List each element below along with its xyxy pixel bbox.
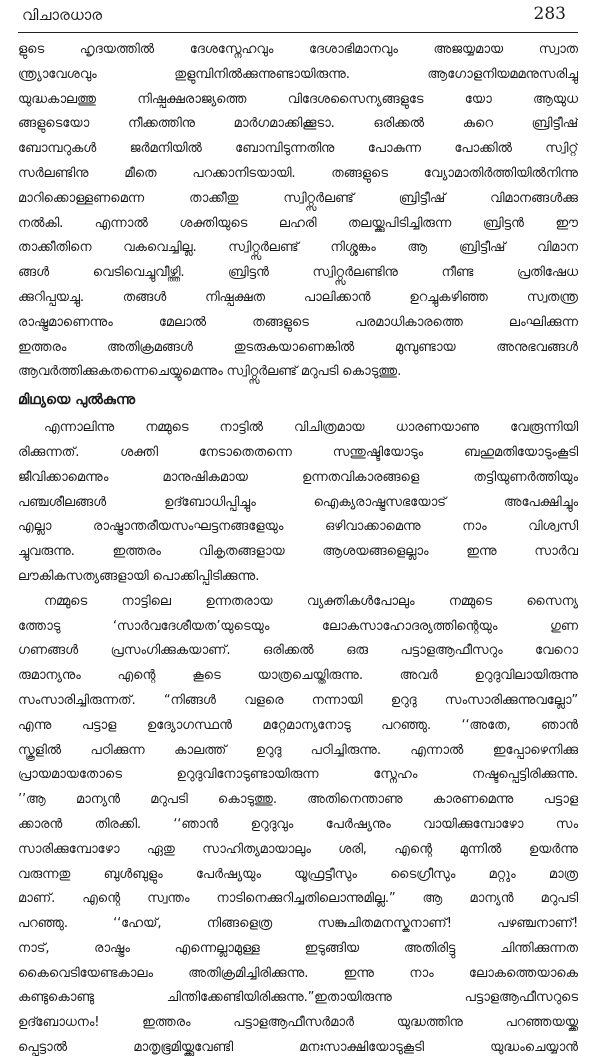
text-line: പറഞ്ഞു. ‘‘ഹേയ്, നിങ്ങളെത്ര സങ്കുചിതമനസ്കനാണ്! പഴഞ്ചനാണ്! [18,916,578,932]
text-line: ച്ചുവരുന്നു. ഇത്തരം വികൃതങ്ങളായ ആശയങ്ങളെല്ലാം ഇന്നു സാർവ [18,544,578,560]
text-line: ങ്ങൾ വെടിവെച്ചുവീഴ്ത്തി. ബ്രിട്ടൻ സ്വിറ്റ്സർലണ്ടിനു നീണ്ട പ്രതിഷേധ [18,265,578,281]
text-line: താക്കീതിനെ വകവെച്ചില്ല. സ്വിറ്റ്സർലണ്ട് നിശ്ശങ്കം ആ ബ്രിട്ടീഷ് വിമാന [18,240,578,256]
text-line: ളുടെ ഹൃദയത്തിൽ ദേശസ്നേഹവും ദേശാഭിമാനവും അജയ്യമായ സ്വാത [18,42,578,57]
text-line: ങ്ങളുടെയോ നീക്കത്തിനു മാർഗമാക്കിക്കൂടാ. ഒരിക്കൽ കുറെ ബ്രിട്ടീഷ് [18,116,578,132]
text-line: സാരിക്കുമ്പോഴോ ഏതു സാഹിത്യമായാലും ശരി, എന്റെ മുന്നിൽ ഉയർന്നു [18,841,578,857]
text-line: നാട്, രാഷ്ട്രം എന്നെല്ലാമുള്ള ഇടുങ്ങിയ അതിരിട്ടു ചിന്തിക്കുന്നത [18,940,578,956]
paragraph-urdu-story [18,590,578,1061]
text-line: രുമാന്യനും എന്റെ കൂടെ യാത്രചെയ്തിരുന്നു. അവർ ഉറുദുവിലായിരുന്നു [18,668,578,684]
text-line: വരുന്നതു ബുൾബുളും പേർഷ്യയും യൂഫ്രട്ടീസും ടൈഗ്രീസും മറ്റും മാത്ര [18,866,578,882]
header-rule [18,32,578,33]
body-text [18,38,578,1061]
text-line: നൽകി. എന്നാൽ ശക്തിയുടെ ലഹരി തലയ്ക്കുപിടിച്ചിരുന്ന ബ്രിട്ടൻ ഈ [18,215,578,231]
paragraph-switzerland [18,38,578,385]
text-line: ’’ആ മാന്യൻ മറുപടി കൊടുത്തു. അതിനെന്താണു കാരണമെന്നു പട്ടാള [18,792,578,808]
text-line: പ്രായമായതോടെ ഉറുദുവിനോടുണ്ടായിരുന്ന സ്നേഹം നഷ്ടപ്പെട്ടിരിക്കുന്നു. [18,767,578,783]
section-heading: മിഥ്യയെ പുൽകുന്നു [18,392,136,409]
text-line: നമ്മുടെ നാട്ടിലെ ഉന്നതരായ വ്യക്തികൾപോലും നമ്മുടെ സൈന്യ [44,593,578,609]
text-line: ക്കുറിപ്പയച്ചു. തങ്ങൾ നിഷ്പക്ഷത പാലിക്കാൻ ഉറച്ചുകഴിഞ്ഞ സ്വതന്ത്ര [18,289,578,305]
text-line: മാറിക്കൊള്ളണമെന്ന താക്കീതു സ്വിറ്റ്സർലണ്ട് ബ്രിട്ടീഷ് വിമാനങ്ങൾക്കു [18,190,578,206]
text-line: മാണ്. എന്റെ സ്വന്തം നാടിനെക്കുറിച്ചതിലൊന്നുമില്ല.” ആ മാന്യൻ മറുപടി [18,891,578,907]
text-line: ഇത്തരം അതിക്രമങ്ങൾ തുടരുകയാണെങ്കിൽ മുമ്പുണ്ടായ അനുഭവങ്ങൾ [18,339,578,355]
text-line: സർലണ്ടിനു മീതെ പറക്കാനിടയായി. തങ്ങളുടെ വ്യോമാതിർത്തിയിൽനിന്നു [18,165,578,181]
running-head: വിചാരധാര [22,6,102,24]
text-line: ന്ത്ര്യാവേശവും തുളുമ്പിനിൽക്കുന്നുണ്ടായിരുന്നു. ആഗോളനിയമമനുസരിച്ചു [18,66,578,82]
text-line: കണ്ടുകൊണ്ടു ചിന്തിക്കേണ്ടിയിരിക്കുന്നു.”ഇതായിരുന്നു പട്ടാളആഫീസറുടെ [18,990,578,1006]
text-line: രാഷ്ട്രമാണെന്നും മേലാൽ തങ്ങളുടെ പരമാധികാരത്തെ ലംഘിക്കുന്ന [18,314,578,330]
text-line: രിക്കുന്നത്. ശക്തി നേടാതെതന്നെ സന്തുഷ്ടിയോടും ബഹുമതിയോടുംകൂടി [18,444,578,460]
text-line: ത്തോടു ‘സാർവദേശീയത’യുടെയും ലോകസാഹോദര്യത്തിന്റെയും ഗുണ [18,618,578,634]
text-line: പഞ്ചശീലങ്ങൾ ഉദ്ബോധിപ്പിച്ചും ഐക്യരാഷ്ട്രസഭയോട് അപേക്ഷിച്ചും [18,494,578,510]
paragraph-illusion [18,416,578,590]
text-line: എല്ലാ രാഷ്ട്രാന്തരീയസംഘട്ടനങ്ങളേയും ഒഴിവാക്കാമെന്നു നാം വിശ്വസി [18,519,578,535]
text-line: എന്നു പട്ടാള ഉദ്യോഗസ്ഥൻ മറ്റേമാന്യനോടു പറഞ്ഞു. ‘‘അതേ, ഞാൻ [18,717,578,733]
text-line: ഗണങ്ങൾ പ്രസംഗിക്കുകയാണ്. ഒരിക്കൽ ഒരു പട്ടാളആഫീസറും വേറൊ [18,643,578,659]
text-line: ക്കാരൻ തിരക്കി. ‘‘ഞാൻ ഉറുദുവും പേർഷ്യനും വായിക്കുമ്പോഴോ സം [18,816,578,832]
text-line: സംസാരിച്ചിരുന്നത്. “നിങ്ങൾ വളരെ നന്നായി ഉറുദു സംസാരിക്കുന്നുവല്ലോ” [18,692,578,708]
text-line: യുദ്ധകാലത്തു നിഷ്പക്ഷരാജ്യത്തെ വിദേശസൈന്യങ്ങളുടേ യോ ആയുധ [18,91,578,107]
text-line: ആവർത്തിക്കുകതന്നെചെയ്യുമെന്നും സ്വിറ്റ്സർലണ്ട് മറുപടി കൊടുത്തു. [18,364,402,380]
text-line: എന്നാലിന്നു നമ്മുടെ നാട്ടിൽ വിചിത്രമായ ധാരണയാണു വേരൂന്നിയി [44,420,578,436]
text-line: സ്കൂളിൽ പഠിക്കുന്ന കാലത്ത് ഉറുദു പഠിച്ചിരുന്നു. എന്നാൽ ഇപ്പോഴെനിക്കു [18,742,578,758]
page-number: 283 [533,4,566,24]
text-line: ജീവിക്കാമെന്നും മാനുഷികമായ ഉന്നതവികാരങ്ങളെ തട്ടിയുണർത്തിയും [18,469,578,485]
text-line: ഉദ്ബോധനം! ഇത്തരം പട്ടാളആഫീസർമാർ യുദ്ധത്തിനു പറഞ്ഞയയ്ക്ക [18,1015,578,1031]
text-line: ബോമ്പറുകൾ ജർമനിയിൽ ബോമ്പിടുന്നതിനു പോകുന്ന പോക്കിൽ സ്വിറ്റ് [18,141,578,157]
text-line: പ്പെട്ടാൽ മാതൃഭൂമിയ്ക്കുവേണ്ടി മനഃസാക്ഷിയോടുകൂടി യുദ്ധംചെയ്യാൻ [18,1040,578,1056]
text-line: കൈവെടിയേണ്ടകാലം അതിക്രമിച്ചിരിക്കുന്നു. ഇന്നു നാം ലോകത്തെയാകെ [18,965,578,981]
text-line: ലൗകികസത്യങ്ങളായി പൊക്കിപ്പിടിക്കുന്നു. [18,568,260,584]
